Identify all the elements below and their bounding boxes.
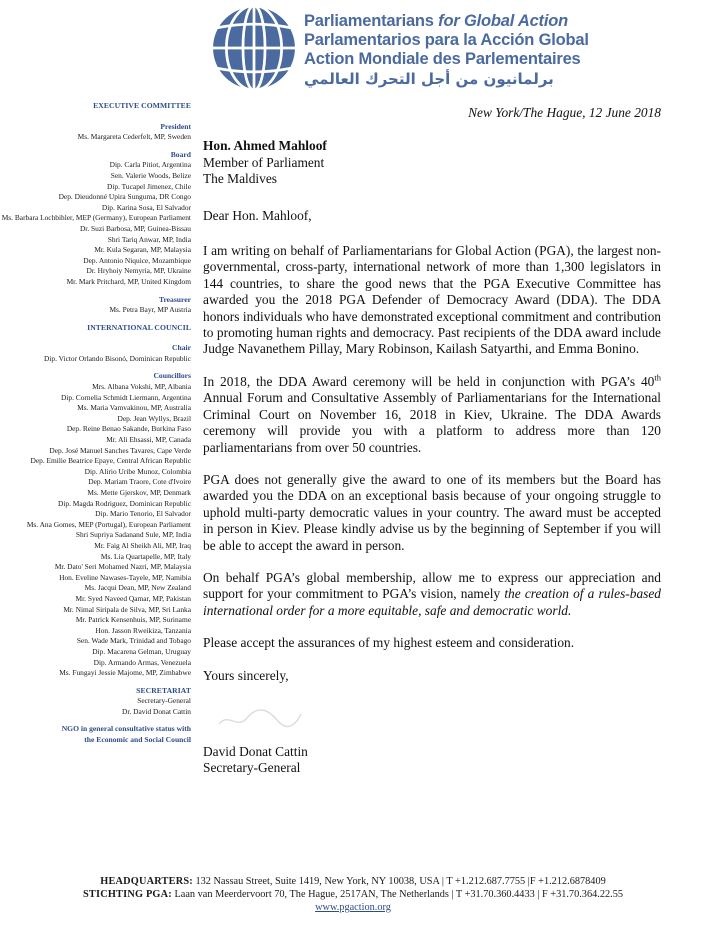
president-name: Ms. Margareta Cederfelt, MP, Sweden (77, 132, 191, 142)
sidebar-member-name: Mr. Ali Ehsassi, MP, Canada (106, 435, 191, 445)
secretariat-name: Dr. David Donat Cattin (122, 706, 191, 716)
sidebar-member-name: Sen. Wade Mark, Trinidad and Tobago (76, 636, 191, 646)
sidebar-member-name: Dr. Hryhoiy Nemyria, MP, Ukraine (86, 266, 191, 276)
sidebar-member-name: Dip. Armando Armas, Venezuela (93, 657, 191, 667)
sidebar-member-name: Dip. Mario Tenorio, El Salvador (95, 509, 191, 519)
ngo-status-note: NGO in general consultative status with the Economic and Social Council (61, 724, 191, 745)
signer-title: Secretary-General (203, 760, 301, 776)
sidebar-member-name: Mr. Dato' Seri Mohamed Nazri, MP, Malaysia (54, 562, 191, 572)
paragraph-closing-courtesy: Please accept the assurances of my highest esteem and consideration. (203, 635, 575, 651)
sidebar-member-name: Dip. Magda Rodriguez, Dominican Republic (57, 498, 191, 508)
footer-headquarters: HEADQUARTERS: 132 Nassau Street, Suite 1419, New York, NY 10038, USA | T +1.212.687.7755 |F +1.212.6878409 (100, 876, 606, 887)
recipient-name: Hon. Ahmed Mahloof (203, 138, 327, 154)
sidebar-member-name: Ms. Fungayi Jessie Majome, MP, Zimbabwe (59, 668, 191, 678)
org-name-arabic: برلمانيون من أجل التحرك العالمي (304, 70, 554, 88)
signature-area (203, 684, 661, 744)
councillors-list (0, 382, 191, 679)
international-council-heading: INTERNATIONAL COUNCIL (87, 322, 191, 332)
addressee-block (203, 138, 661, 187)
chair-heading: Chair (172, 343, 191, 353)
sidebar-member-name: Shri Supriya Sadanand Sule, MP, India (75, 530, 191, 540)
org-name-english: Parliamentarians for Global Action (304, 12, 568, 30)
org-name-french: Action Mondiale des Parlementaires (304, 50, 581, 68)
chair-name: Dip. Victor Orlando Bisonó, Dominican Republic (43, 353, 191, 363)
sidebar-member-name: Mr. Nimal Siripala de Silva, MP, Sri Lanka (63, 604, 191, 614)
sidebar-member-name: Dep. Jean Wyllys, Brazil (117, 413, 191, 423)
sidebar-member-name: Mr. Mark Pritchard, MP, United Kingdom (66, 276, 191, 286)
sidebar-member-name: Dip. Cornelia Schmidt Liermann, Argentina (61, 392, 191, 402)
signer-name: David Donat Cattin (203, 743, 308, 759)
signature-scribble-icon (215, 700, 305, 734)
sidebar-member-name: Dip. Carla Pitiot, Argentina (109, 160, 191, 170)
sidebar-member-name: Dip. Tucapel Jimenez, Chile (107, 181, 191, 191)
sidebar-member-name: Sen. Valerie Woods, Belize (110, 170, 191, 180)
sidebar-member-name: Dip. Alirio Uribe Munoz, Colombia (84, 466, 191, 476)
sidebar-member-name: Mr. Faig Al Sheikh Ali, MP, Iraq (94, 540, 191, 550)
recipient-title: Member of Parliament (203, 154, 325, 170)
org-name-spanish: Parlamentarios para la Acción Global (304, 31, 589, 49)
sidebar-member-name: Shri Tariq Anwar, MP, India (107, 234, 191, 244)
sidebar-member-name: Dip. Macarena Gelman, Uruguay (92, 646, 191, 656)
paragraph-award-announcement: I am writing on behalf of Parliamentarians for Global Action (PGA), the largest non-governmental, cross-party, international network of more than 1,300 legislators in 144 countries, to share the good news that the PGA Executive Committee has awarded you the 2018 PGA Defender of Democracy Award (DDA). The DDA honors individuals who have demonstrated exceptional commitment and contribution to promoting human rights and democracy. Past recipients of the DDA award include Judge Navanethem Pillay, Mary Robinson, Kailash Satyarthi, and Emma Bonino. (203, 243, 661, 357)
paragraph-ceremony-details: In 2018, the DDA Award ceremony will be held in conjunction with PGA’s 40th Annual Forum and Consultative Assembly of Parliamentarians for the International Criminal Court on November 16, 2018 in Kiev, Ukraine. The DDA Awards ceremony will provide you with a platform to address more than 120 parliamentarians from over 50 countries. (203, 372, 661, 455)
sidebar-member-name: Dep. Antonio Niquice, Mozambique (83, 255, 191, 265)
sidebar-member-name: Ms. Lia Quartapelle, MP, Italy (100, 551, 191, 561)
closing-phrase: Yours sincerely, (203, 667, 289, 683)
secretariat-title: Secretary-General (137, 696, 191, 706)
sidebar-member-name: Dip. Karina Sosa, El Salvador (101, 202, 191, 212)
board-heading: Board (170, 149, 191, 159)
sidebar-member-name: Mr. Patrick Kensenhuis, MP, Suriname (75, 615, 191, 625)
sidebar-committee-list (0, 101, 191, 746)
treasurer-name: Ms. Petra Bayr, MP Austria (109, 305, 191, 315)
recipient-country: The Maldives (203, 171, 278, 187)
sidebar-member-name: Mr. Syed Naveed Qamar, MP, Pakistan (75, 593, 191, 603)
pga-globe-logo-icon (208, 2, 300, 94)
sidebar-member-name: Ms. Barbara Lochbihler, MEP (Germany), European Parliament (1, 213, 191, 223)
sidebar-member-name: Ms. Maria Vamvakinou, MP, Australia (77, 403, 191, 413)
treasurer-heading: Treasurer (158, 294, 191, 304)
sidebar-member-name: Dep. Emilie Beatrice Epaye, Central African Republic (30, 456, 191, 466)
sidebar-member-name: Dep. Mariam Traore, Cote d'Ivoire (88, 477, 191, 487)
sidebar-member-name: Hon. Eveline Nawases-Tayele, MP, Namibia (59, 572, 191, 582)
president-heading: President (160, 121, 191, 131)
councillors-heading: Councillors (153, 371, 191, 381)
salutation: Dear Hon. Mahloof, (203, 207, 312, 223)
website-link[interactable]: www.pgaction.org (315, 902, 391, 913)
sidebar-member-name: Ms. Ana Gomes, MEP (Portugal), European Parliament (26, 519, 191, 529)
sidebar-member-name: Dep. Reine Benao Sakande, Burkina Faso (66, 424, 191, 434)
footer-stichting: STICHTING PGA: Laan van Meerdervoort 70, The Hague, 2517AN, The Netherlands | T +31.70.360.4433 | F +31.70.364.22.55 (83, 889, 623, 900)
secretariat-heading: SECRETARIAT (136, 685, 191, 695)
board-list (0, 160, 191, 287)
organization-names (304, 12, 589, 89)
paragraph-appreciation: On behalf PGA’s global membership, allow me to express our appreciation and support for your commitment to PGA’s vision, namely the creation of a rules-based international order for a more equitable, safe and democratic world. (203, 569, 661, 618)
letterhead-footer (0, 875, 706, 914)
sidebar-member-name: Dep. José Manuel Sanches Tavares, Cape Verde (49, 445, 191, 455)
letter-date: New York/The Hague, 12 June 2018 (468, 105, 661, 120)
sidebar-member-name: Mrs. Albana Vokshi, MP, Albania (92, 382, 191, 392)
paragraph-exceptional-basis: PGA does not generally give the award to one of its members but the Board has awarded you the DDA on an exceptional basis because of your ongoing struggle to uphold multi-party democratic values in your country. The award must be accepted in person in Kiev. Please kindly advise us by the beginning of September if you will be able to accept the award in person. (203, 471, 661, 553)
sidebar-member-name: Ms. Jacqui Dean, MP, New Zealand (84, 583, 191, 593)
letter-body (203, 105, 661, 777)
sidebar-member-name: Ms. Mette Gjerskov, MP, Denmark (87, 488, 191, 497)
signer-block (203, 744, 661, 777)
sidebar-member-name: Mr. Kula Segaran, MP, Malaysia (94, 245, 191, 255)
sidebar-member-name: Hon. Jasson Rweikiza, Tanzania (95, 625, 191, 635)
sidebar-member-name: Dep. Dieudonné Upira Sunguma, DR Congo (58, 192, 191, 202)
sidebar-member-name: Dr. Suzi Barbosa, MP, Guinea-Bissau (79, 223, 191, 233)
executive-committee-heading: EXECUTIVE COMMITTEE (93, 101, 191, 110)
